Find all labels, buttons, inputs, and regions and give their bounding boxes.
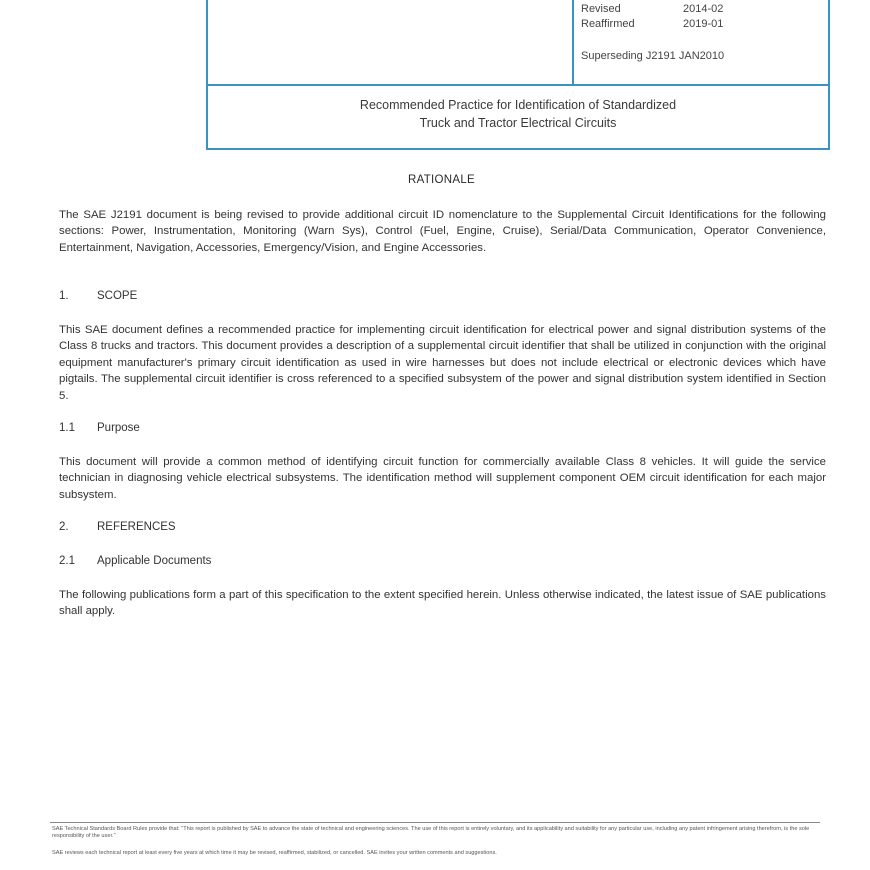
- purpose-paragraph: This document will provide a common method of identifying circuit function for commercially available Class 8 vehicles. It will guide the service technician in diagnosing vehicle electrical subsystems. The identification method will supplement component OEM circuit identification for each major subsystem.: [59, 456, 826, 501]
- revised-value: 2014-02: [683, 3, 724, 15]
- scope-paragraph: This SAE document defines a recommended practice for implementing circuit identification for electrical power and signal distribution systems of the Class 8 trucks and tractors. This document provides a description of a supplemental circuit identifier that shall be utilized in conjunction with the original equipment manufacturer's primary circuit identification as used in wire harnesses but does not include electrical or electronic devices which have pigtails. The supplemental circuit identifier is cross referenced to a specified subsystem of the power and signal distribution system identified in Section 5.: [59, 324, 826, 402]
- header-top-section: [208, 0, 828, 86]
- section-number: 2.1: [59, 555, 75, 567]
- reaffirmed-value: 2019-01: [683, 18, 724, 30]
- applicable-documents-paragraph: The following publications form a part of this specification to the extent specified herein. Unless otherwise indicated, the latest issue of SAE publications shall apply.: [59, 589, 826, 618]
- section-number: 1.: [59, 290, 69, 302]
- revision-info: [581, 2, 723, 32]
- section-number: 1.1: [59, 422, 75, 434]
- section-title: Purpose: [97, 422, 140, 434]
- section-title: REFERENCES: [97, 521, 176, 533]
- section-heading-scope: [59, 290, 137, 302]
- section-number: 2.: [59, 521, 69, 533]
- reaffirmed-row: [581, 17, 723, 32]
- document-title: [208, 96, 828, 132]
- footer-review-note: SAE reviews each technical report at least every five years at which time it may be revised, reaffirmed, stabilized, or cancelled. SAE invites your written comments and suggestions.: [52, 850, 497, 856]
- header-divider: [572, 0, 574, 84]
- section-heading-purpose: [59, 422, 140, 434]
- revised-label: Revised: [581, 3, 621, 15]
- footer-rule: [50, 822, 820, 823]
- document-title-line1: Recommended Practice for Identification of Standardized: [359, 98, 677, 112]
- reaffirmed-label: Reaffirmed: [581, 18, 635, 30]
- section-heading-references: [59, 521, 176, 533]
- document-title-line2: Truck and Tractor Electrical Circuits: [419, 116, 617, 130]
- document-header-box: [206, 0, 830, 150]
- rationale-heading: RATIONALE: [407, 174, 476, 186]
- rationale-paragraph: The SAE J2191 document is being revised to provide additional circuit ID nomenclature to the Supplemental Circuit Identifications for the following sections: Power, Instrumentation, Monitoring (Warn Sys), Control (Fuel, Engine, Cruise), Serial/Data Communication, Operator Convenience, Entertainment, Navigation, Accessories, Emergency/Vision, and Engine Accessories.: [59, 209, 826, 254]
- section-heading-applicable-documents: [59, 555, 211, 567]
- superseding-note: Superseding J2191 JAN2010: [581, 50, 725, 62]
- section-title: SCOPE: [97, 290, 138, 302]
- section-title: Applicable Documents: [97, 555, 212, 567]
- revised-row: [581, 2, 723, 17]
- footer-disclaimer: SAE Technical Standards Board Rules provide that: "This report is published by SAE to advance the state of technical and engineering sciences. The use of this report is entirely voluntary, and its applicability and suitability for any particular use, including any patent infringement arising therefrom, is the sole responsibility of the user.": [52, 826, 810, 839]
